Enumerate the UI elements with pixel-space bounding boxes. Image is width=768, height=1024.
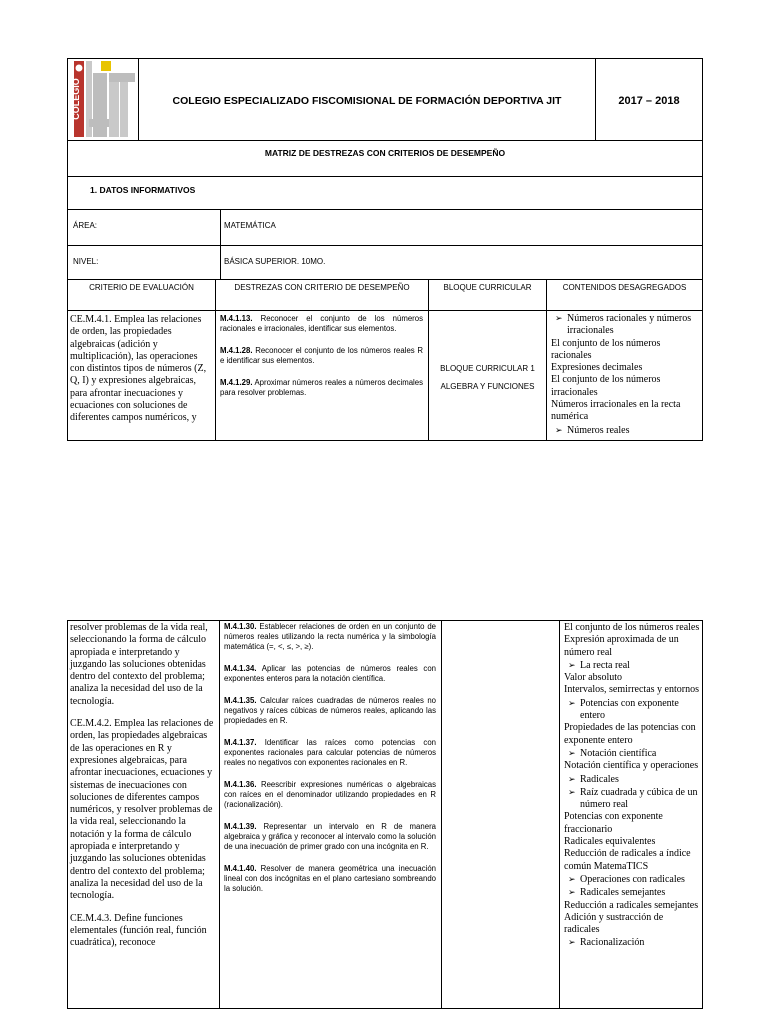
contenidos-list xyxy=(551,312,700,437)
contenido-bullet-item: ➢ Radicales semejantes xyxy=(564,886,700,899)
contenido-bullet-item: ➢ La recta real xyxy=(564,659,700,672)
section-title-cell xyxy=(68,177,703,210)
destrezas-cell xyxy=(220,621,442,1009)
contenido-item: Números irracionales en la recta numérica xyxy=(551,399,681,423)
contenido-item: Valor absoluto xyxy=(564,672,623,684)
contenido-item: Expresiones decimales xyxy=(551,362,643,374)
school-name-cell xyxy=(139,59,596,141)
bloque-cell xyxy=(442,621,560,1009)
contenido-bullet-item: ➢ Números racionales y números irracionales xyxy=(551,312,700,338)
column-header-destrezas: DESTREZAS CON CRITERIO DE DESEMPEÑO xyxy=(216,280,429,311)
destreza-item: M.4.1.37. Identificar las raíces como potencias con exponentes racionales para calcular potencias de números reales no negativos con exponentes racionales en R. xyxy=(224,738,436,767)
svg-text:COLEGIO: COLEGIO xyxy=(71,78,81,120)
destreza-item: M.4.1.40. Resolver de manera geométrica una inecuación lineal con dos incógnitas en el plano cartesiano sombreando la solución. xyxy=(224,864,436,893)
destreza-item: M.4.1.29. Aproximar números reales a números decimales para resolver problemas. xyxy=(220,378,423,397)
area-label: ÁREA: xyxy=(73,221,98,230)
destreza-item: M.4.1.28. Reconocer el conjunto de los números reales R e identificar sus elementos. xyxy=(220,346,424,365)
matrix-table-page-1 xyxy=(67,279,703,441)
contenido-item: Notación científica y operaciones xyxy=(564,760,699,772)
criterio-text: CE.M.4.1. Emplea las relaciones de orden, las propiedades algebraicas (adición y multiplicación), las operaciones con distintos tipos de números (Z, Q, I) y expresiones algebraicas, para afrontar inecuaciones y ecuaciones con soluciones de diferentes campos numéricos, y xyxy=(70,314,207,424)
destrezas-cell xyxy=(216,311,429,441)
contenido-item: Expresión aproximada de un número real xyxy=(564,634,679,658)
area-label-cell xyxy=(68,210,221,246)
section-title: 1. DATOS INFORMATIVOS xyxy=(90,185,196,195)
destreza-item: M.4.1.34. Aplicar las potencias de números reales con exponentes enteros para la notación científica. xyxy=(224,664,436,683)
criterio-text: resolver problemas de la vida real, seleccionando la forma de cálculo apropiada e interpretando y juzgando las soluciones obtenidas dentro del contexto del problema; analiza la necesidad del uso de la tecnología. xyxy=(70,622,208,707)
contenido-bullet-item: ➢ Radicales xyxy=(564,773,700,786)
contenido-item: Propiedades de las potencias con exponente entero xyxy=(564,722,696,746)
school-name: COLEGIO ESPECIALIZADO FISCOMISIONAL DE FORMACIÓN DEPORTIVA JIT xyxy=(172,94,562,107)
destreza-item: M.4.1.39. Representar un intervalo en R de manera algebraica y gráfica y reconocer al intervalo como la solución de una inecuación de primer grado con una incógnita en R. xyxy=(224,822,436,851)
contenido-item: Radicales equivalentes xyxy=(564,836,656,848)
destreza-item: M.4.1.35. Calcular raíces cuadradas de números reales no negativos y raíces cúbicas de números reales, aplicando las propiedades en R. xyxy=(224,696,437,725)
level-value: BÁSICA SUPERIOR. 10MO. xyxy=(224,257,326,266)
info-table xyxy=(67,140,703,280)
header-table xyxy=(67,58,703,141)
matrix-table-page-2 xyxy=(67,620,703,1009)
contenido-bullet-item: ➢ Racionalización xyxy=(564,936,700,949)
contenido-item: Reducción a radicales semejantes xyxy=(564,899,699,911)
criterio-text: CE.M.4.3. Define funciones elementales (función real, función cuadrática), reconoce xyxy=(70,912,207,949)
column-header-criterio: CRITERIO DE EVALUACIÓN xyxy=(68,280,216,311)
criterio-cell xyxy=(68,621,220,1009)
contenido-bullet-item: ➢ Operaciones con radicales xyxy=(564,873,700,886)
destreza-item: M.4.1.13. Reconocer el conjunto de los números racionales e irracionales, identificar sus elementos. xyxy=(220,314,423,333)
criterio-text: CE.M.4.2. Emplea las relaciones de orden, las propiedades algebraicas de las operaciones en R y expresiones algebraicas, para afrontar inecuaciones, ecuaciones y sistemas de inecuaciones con soluciones de diferentes campos numéricos, y resolver problemas de la vida real, seleccionando la notación y la forma de cálculo apropiada e interpretando y juzgando las soluciones obtenidas dentro del contexto del problema; analiza la necesidad del uso de la tecnología. xyxy=(70,718,214,902)
contenido-bullet-item: ➢ Potencias con exponente entero xyxy=(564,697,700,723)
contenido-item: Adición y sustracción de radicales xyxy=(564,911,664,936)
level-label: NIVEL: xyxy=(73,257,99,266)
matrix-title: MATRIZ DE DESTREZAS CON CRITERIOS DE DESEMPEÑO xyxy=(264,148,506,158)
school-year: 2017 – 2018 xyxy=(618,94,680,107)
contenido-item: El conjunto de los números irracionales xyxy=(551,374,661,398)
matrix-title-cell xyxy=(68,141,703,177)
year-cell xyxy=(596,59,703,141)
area-value-cell xyxy=(221,210,703,246)
contenido-item: Reducción de radicales a índice común MatemaTICS xyxy=(564,848,691,872)
area-value: MATEMÁTICA xyxy=(224,221,276,230)
column-header-bloque: BLOQUE CURRICULAR xyxy=(429,280,547,311)
page-2 xyxy=(67,620,703,1009)
contenido-item: Potencias con exponente fraccionario xyxy=(564,811,663,835)
contenido-bullet-item: ➢ Números reales xyxy=(551,424,700,437)
criterio-cell xyxy=(68,311,216,441)
level-value-cell xyxy=(221,246,703,280)
page-1 xyxy=(67,58,703,441)
contenido-bullet-item: ➢ Raíz cuadrada y cúbica de un número real xyxy=(564,786,700,812)
bloque-text: BLOQUE CURRICULAR 1 ALGEBRA Y FUNCIONES xyxy=(440,363,535,391)
school-logo-icon xyxy=(68,59,138,139)
contenidos-cell xyxy=(560,621,703,1009)
contenido-bullet-item: ➢ Notación científica xyxy=(564,747,700,760)
column-header-contenidos: CONTENIDOS DESAGREGADOS xyxy=(547,280,703,311)
destreza-item: M.4.1.36. Reescribir expresiones numéricas o algebraicas con raíces en el denominador utilizando propiedades en R (racionalización). xyxy=(224,780,436,809)
level-label-cell xyxy=(68,246,221,280)
bloque-cell xyxy=(429,311,547,441)
contenido-item: El conjunto de los números racionales xyxy=(551,337,661,361)
logo-cell xyxy=(68,59,139,141)
contenido-item: El conjunto de los números reales xyxy=(564,622,700,633)
contenidos-cell xyxy=(547,311,703,441)
contenido-item: Intervalos, semirrectas y entornos xyxy=(564,684,699,696)
contenidos-list xyxy=(564,622,700,950)
destreza-item: M.4.1.30. Establecer relaciones de orden en un conjunto de números reales utilizando la recta numérica y la simbología matemática (=, <, ≤, >, ≥). xyxy=(224,622,436,651)
